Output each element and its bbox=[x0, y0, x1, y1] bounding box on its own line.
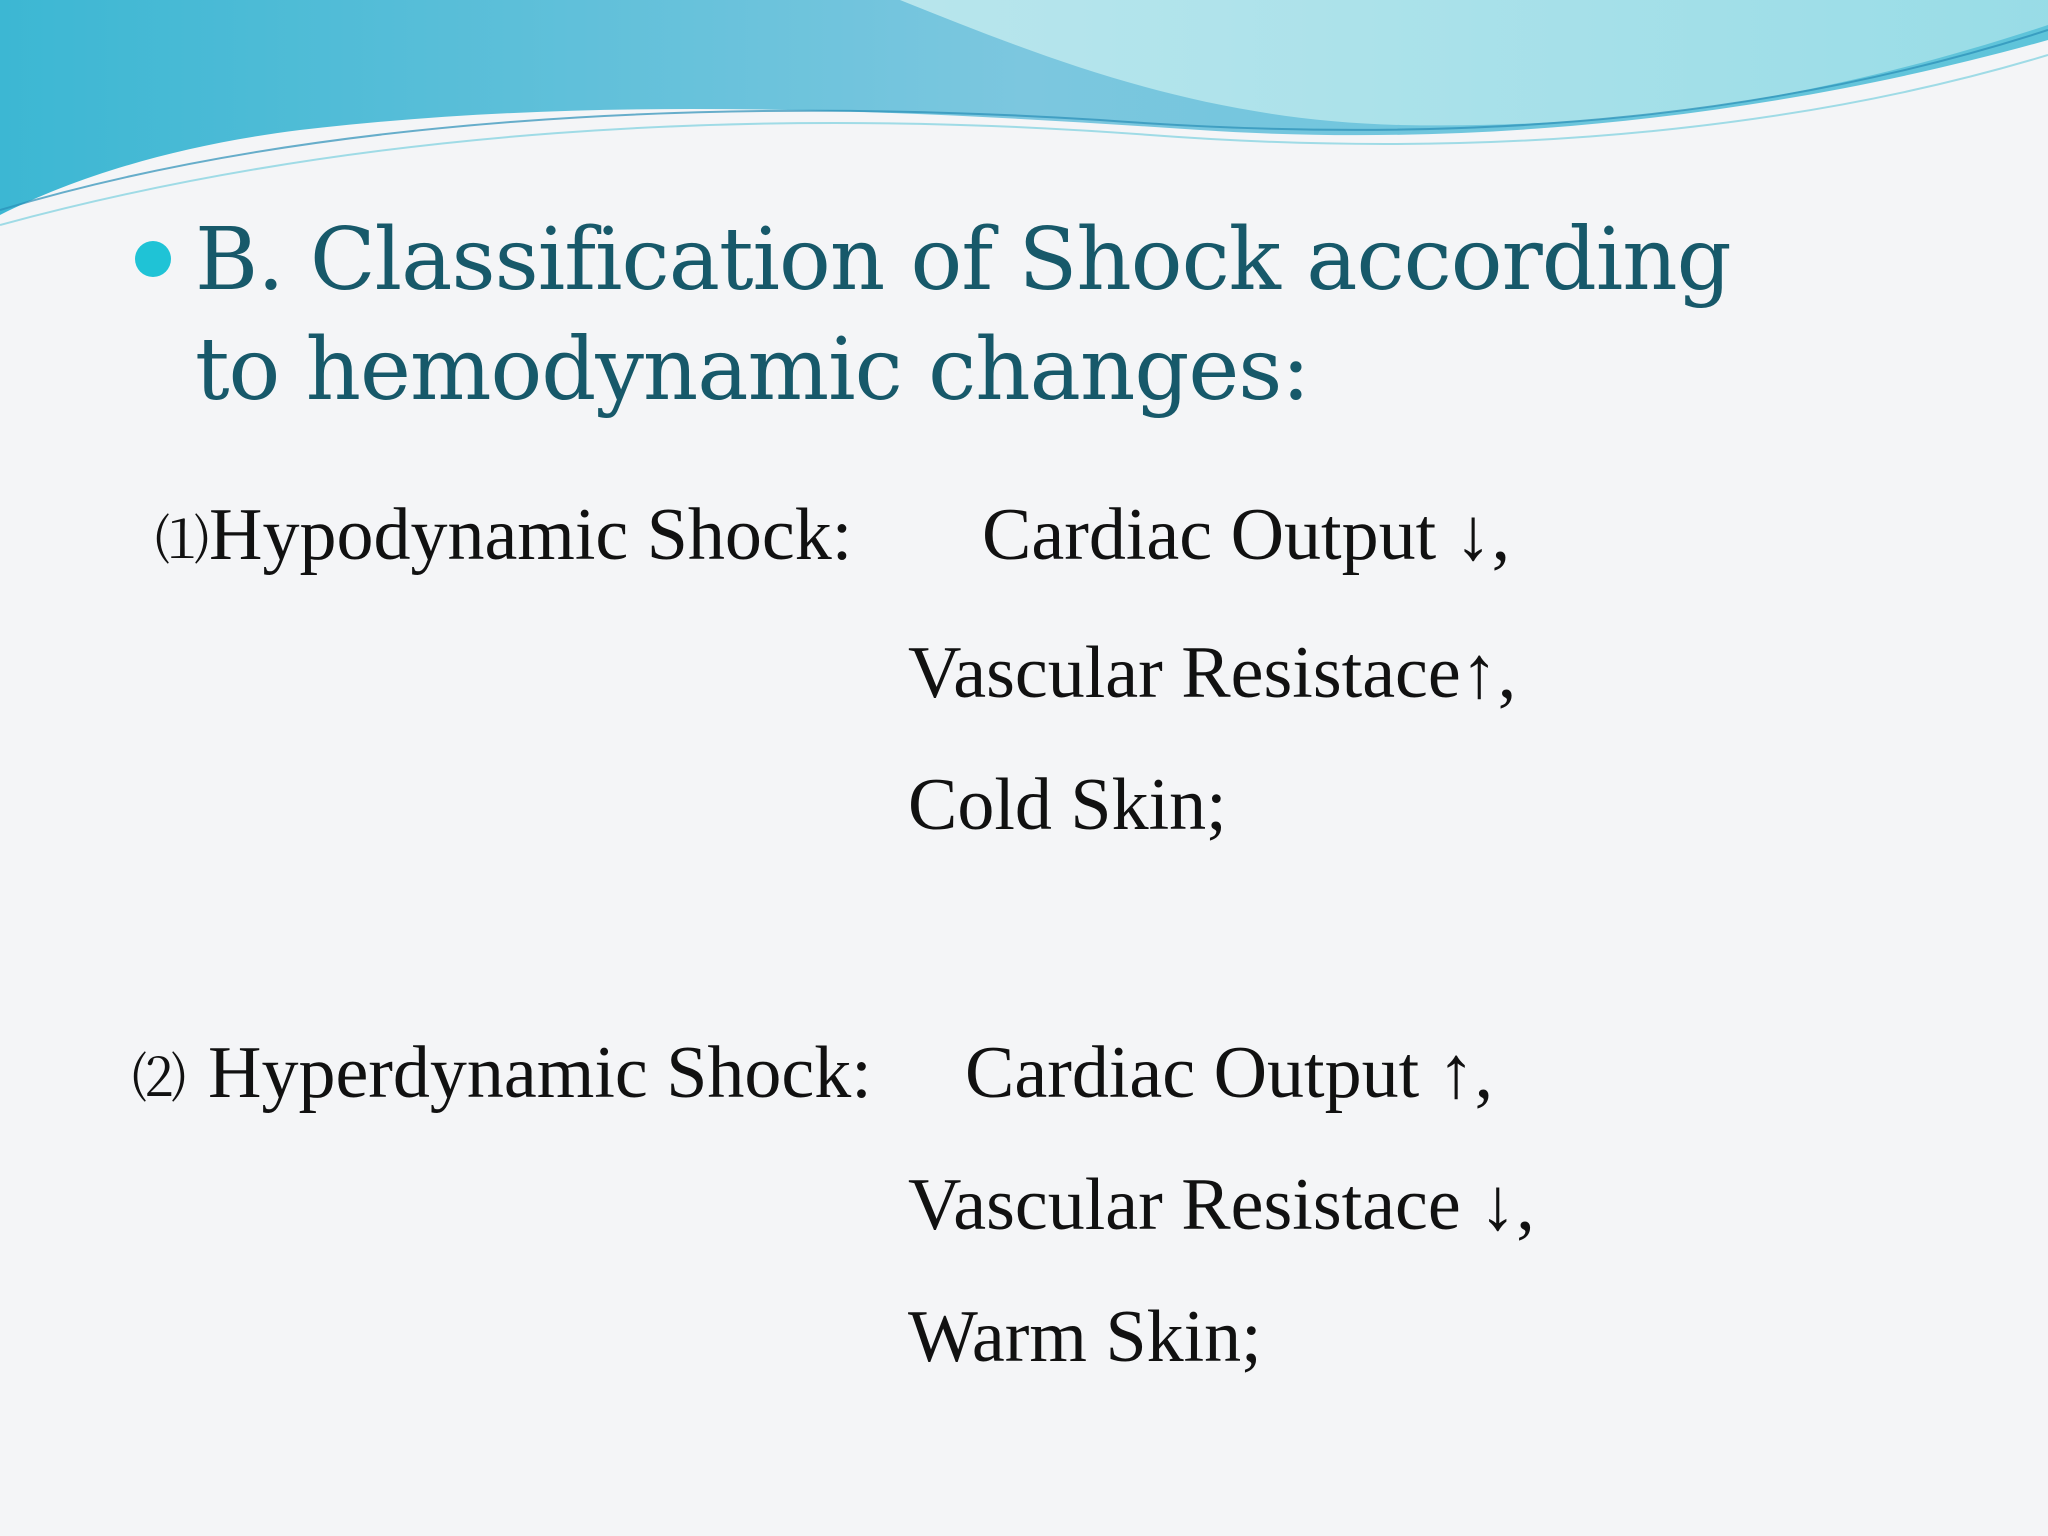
item2-line-1: Cardiac Output ↑, bbox=[965, 1032, 1494, 1114]
item1-row bbox=[155, 490, 852, 586]
bullet-dot-icon bbox=[135, 241, 171, 277]
item2-number: ⑵ bbox=[132, 1049, 186, 1109]
item1-line-3: Cold Skin; bbox=[908, 764, 1227, 846]
item1-line-1: Cardiac Output ↓, bbox=[982, 494, 1511, 576]
item2-label: Hyperdynamic Shock: bbox=[208, 1032, 872, 1114]
item1-line-2: Vascular Resistace↑, bbox=[908, 632, 1517, 714]
header-wave-decoration bbox=[0, 0, 2048, 240]
item2-line-3: Warm Skin; bbox=[908, 1296, 1262, 1378]
slide-heading: B. Classification of Shock according to hemodynamic changes: bbox=[195, 210, 1731, 420]
item2-row bbox=[132, 1028, 872, 1124]
item2-line-2: Vascular Resistace ↓, bbox=[908, 1164, 1535, 1246]
item1-number: ⑴ bbox=[155, 511, 209, 571]
item1-label: Hypodynamic Shock: bbox=[209, 494, 853, 576]
